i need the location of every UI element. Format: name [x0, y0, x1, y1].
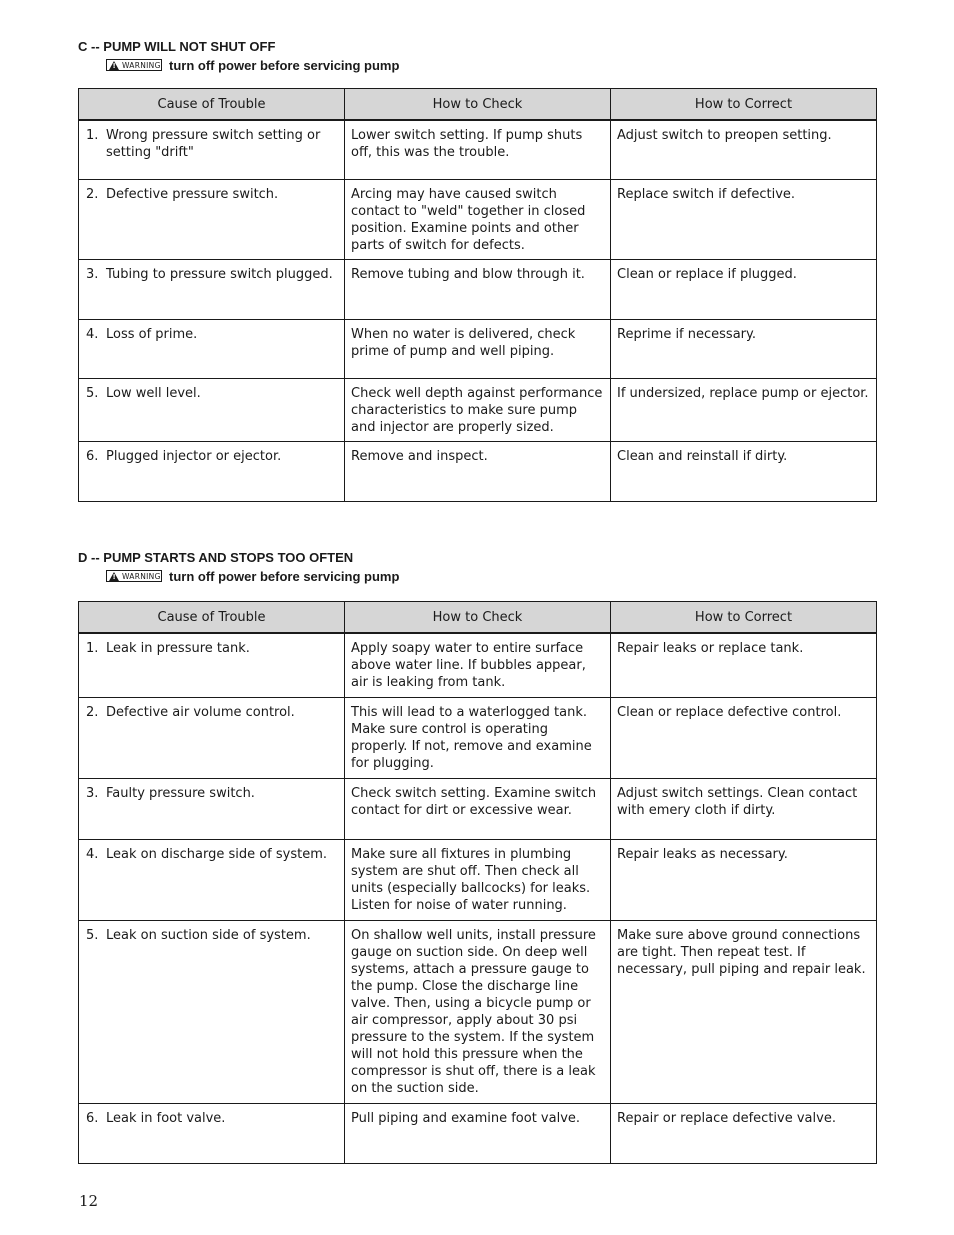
column-header-check: How to Check: [345, 89, 611, 121]
table-row: [79, 378, 877, 441]
warning-notice: [106, 568, 876, 584]
table-row: [79, 441, 877, 501]
cause-cell: [79, 778, 345, 839]
cause-text: Low well level.: [106, 385, 201, 401]
check-cell: Apply soapy water to entire surface above water line. If bubbles appear, air is leaking from tank.: [345, 633, 611, 697]
cause-cell: [79, 378, 345, 441]
cause-text: Faulty pressure switch.: [106, 785, 255, 801]
cause-cell: [79, 120, 345, 179]
correct-cell: Replace switch if defective.: [611, 179, 877, 259]
table-row: [79, 839, 877, 920]
cause-text: Wrong pressure switch setting or setting "drift": [106, 128, 321, 160]
table-header-row: [79, 89, 877, 121]
cause-cell: [79, 259, 345, 319]
cause-text: Loss of prime.: [106, 326, 198, 342]
cause-cell: [79, 920, 345, 1103]
row-number: 5.: [86, 385, 99, 401]
check-cell: This will lead to a waterlogged tank. Make sure control is operating properly. If not, remove and examine for plugging.: [345, 697, 611, 778]
warning-triangle-icon: [109, 61, 119, 70]
correct-cell: Repair leaks as necessary.: [611, 839, 877, 920]
troubleshooting-table: [78, 88, 877, 502]
column-header-correct: How to Correct: [611, 602, 877, 634]
cause-cell: [79, 441, 345, 501]
check-cell: Check switch setting. Examine switch contact for dirt or excessive wear.: [345, 778, 611, 839]
correct-cell: Adjust switch settings. Clean contact with emery cloth if dirty.: [611, 778, 877, 839]
check-cell: Remove tubing and blow through it.: [345, 259, 611, 319]
cause-text: Leak in foot valve.: [106, 1110, 226, 1126]
warning-text: turn off power before servicing pump: [169, 568, 400, 584]
warning-notice: [106, 57, 876, 73]
table-row: [79, 778, 877, 839]
column-header-cause: Cause of Trouble: [79, 89, 345, 121]
correct-cell: Adjust switch to preopen setting.: [611, 120, 877, 179]
cause-text: Tubing to pressure switch plugged.: [106, 266, 333, 282]
warning-badge-label: WARNING: [122, 60, 161, 70]
page-number: 12: [79, 1192, 99, 1210]
correct-cell: Clean and reinstall if dirty.: [611, 441, 877, 501]
cause-cell: [79, 319, 345, 378]
warning-triangle-icon: [109, 572, 119, 581]
row-number: 3.: [86, 266, 99, 282]
cause-cell: [79, 1103, 345, 1163]
correct-cell: Repair or replace defective valve.: [611, 1103, 877, 1163]
check-cell: Lower switch setting. If pump shuts off, this was the trouble.: [345, 120, 611, 179]
row-number: 6.: [86, 1110, 99, 1126]
correct-cell: Reprime if necessary.: [611, 319, 877, 378]
table-row: [79, 259, 877, 319]
check-cell: When no water is delivered, check prime of pump and well piping.: [345, 319, 611, 378]
check-cell: Arcing may have caused switch contact to "weld" together in closed position. Examine points and other parts of switch for defects.: [345, 179, 611, 259]
correct-cell: Clean or replace defective control.: [611, 697, 877, 778]
cause-cell: [79, 839, 345, 920]
row-number: 4.: [86, 326, 99, 342]
column-header-correct: How to Correct: [611, 89, 877, 121]
cause-text: Defective air volume control.: [106, 704, 295, 720]
table-row: [79, 697, 877, 778]
section-c: [78, 39, 876, 502]
row-number: 4.: [86, 846, 99, 862]
cause-cell: [79, 697, 345, 778]
row-number: 6.: [86, 448, 99, 464]
row-number: 1.: [86, 128, 99, 143]
cause-cell: [79, 179, 345, 259]
table-row: [79, 1103, 877, 1163]
check-cell: Make sure all fixtures in plumbing system are shut off. Then check all units (especially ballcocks) for leaks. Listen for noise of water running.: [345, 839, 611, 920]
row-number: 3.: [86, 785, 99, 801]
cause-text: Defective pressure switch.: [106, 186, 279, 202]
section-d: [78, 550, 876, 1164]
correct-cell: Repair leaks or replace tank.: [611, 633, 877, 697]
table-row: [79, 319, 877, 378]
column-header-cause: Cause of Trouble: [79, 602, 345, 634]
cause-cell: [79, 633, 345, 697]
cause-text: Leak on suction side of system.: [106, 927, 311, 943]
warning-badge-label: WARNING: [122, 571, 161, 581]
check-cell: Remove and inspect.: [345, 441, 611, 501]
correct-cell: If undersized, replace pump or ejector.: [611, 378, 877, 441]
row-number: 2.: [86, 186, 99, 202]
column-header-check: How to Check: [345, 602, 611, 634]
correct-cell: Make sure above ground connections are tight. Then repeat test. If necessary, pull piping and repair leak.: [611, 920, 877, 1103]
check-cell: Pull piping and examine foot valve.: [345, 1103, 611, 1163]
warning-text: turn off power before servicing pump: [169, 57, 400, 73]
row-number: 2.: [86, 704, 99, 720]
table-row: [79, 120, 877, 179]
section-title: C -- PUMP WILL NOT SHUT OFF: [78, 39, 276, 54]
cause-text: Leak on discharge side of system.: [106, 846, 328, 862]
cause-text: Leak in pressure tank.: [106, 641, 250, 656]
check-cell: On shallow well units, install pressure gauge on suction side. On deep well systems, attach a pressure gauge to the pump. Close the discharge line valve. Then, using a bicycle pump or air compressor, apply about 30 psi pressure to the system. If the system will not hold this pressure when the compressor is shut off, there is a leak on the suction side.: [345, 920, 611, 1103]
table-row: [79, 633, 877, 697]
troubleshooting-table: [78, 601, 877, 1164]
row-number: 1.: [86, 641, 99, 656]
cause-text: Plugged injector or ejector.: [106, 448, 282, 464]
row-number: 5.: [86, 927, 99, 943]
warning-badge: [106, 59, 162, 71]
check-cell: Check well depth against performance characteristics to make sure pump and injector are properly sized.: [345, 378, 611, 441]
table-row: [79, 920, 877, 1103]
table-row: [79, 179, 877, 259]
warning-badge: [106, 570, 162, 582]
table-header-row: [79, 602, 877, 634]
correct-cell: Clean or replace if plugged.: [611, 259, 877, 319]
section-title: D -- PUMP STARTS AND STOPS TOO OFTEN: [78, 550, 354, 565]
